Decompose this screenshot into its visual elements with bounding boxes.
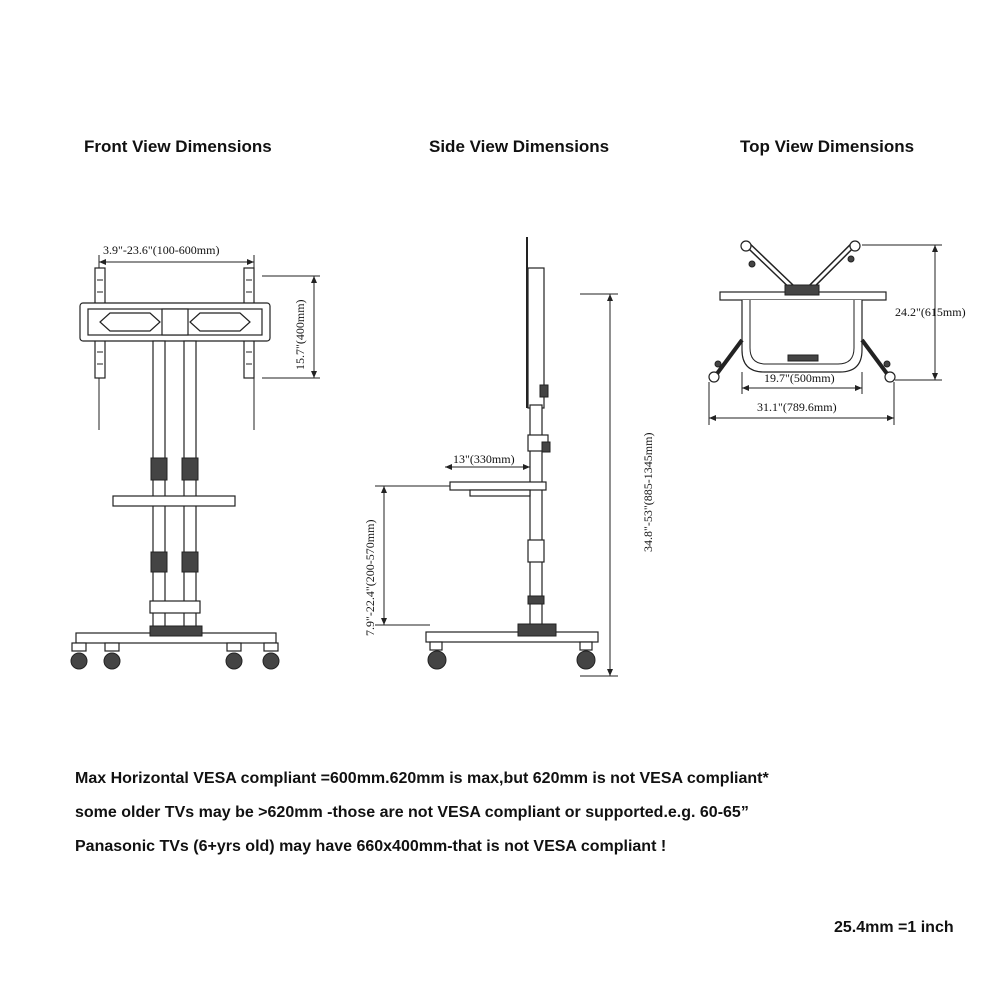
front-height-dimension: 15.7"(400mm) — [293, 299, 307, 370]
side-shelf-dimension: 13"(330mm) — [453, 452, 515, 466]
top-outer-width-dimension: 31.1"(789.6mm) — [757, 400, 837, 414]
note-line-2: some older TVs may be >620mm -those are not VESA compliant or supported.e.g. 60-65” — [75, 804, 749, 821]
front-view-drawing — [71, 255, 320, 669]
top-view-drawing — [709, 241, 942, 425]
side-view-title: Side View Dimensions — [429, 137, 610, 156]
note-line-3: Panasonic TVs (6+yrs old) may have 660x400mm-that is not VESA compliant ! — [75, 838, 667, 855]
front-view-title: Front View Dimensions — [84, 137, 272, 156]
side-total-height-dimension: 34.8"-53"(885-1345mm) — [641, 432, 655, 552]
top-depth-dimension: 24.2"(615mm) — [895, 305, 966, 319]
front-width-dimension: 3.9"-23.6"(100-600mm) — [103, 243, 220, 257]
top-inner-width-dimension: 19.7"(500mm) — [764, 371, 835, 385]
side-shelf-height-dimension: 7.9"-22.4"(200-570mm) — [363, 519, 377, 636]
note-line-1: Max Horizontal VESA compliant =600mm.620mm is max,but 620mm is not VESA compliant* — [75, 770, 769, 787]
unit-conversion-note: 25.4mm =1 inch — [834, 919, 954, 936]
top-view-title: Top View Dimensions — [740, 137, 915, 156]
